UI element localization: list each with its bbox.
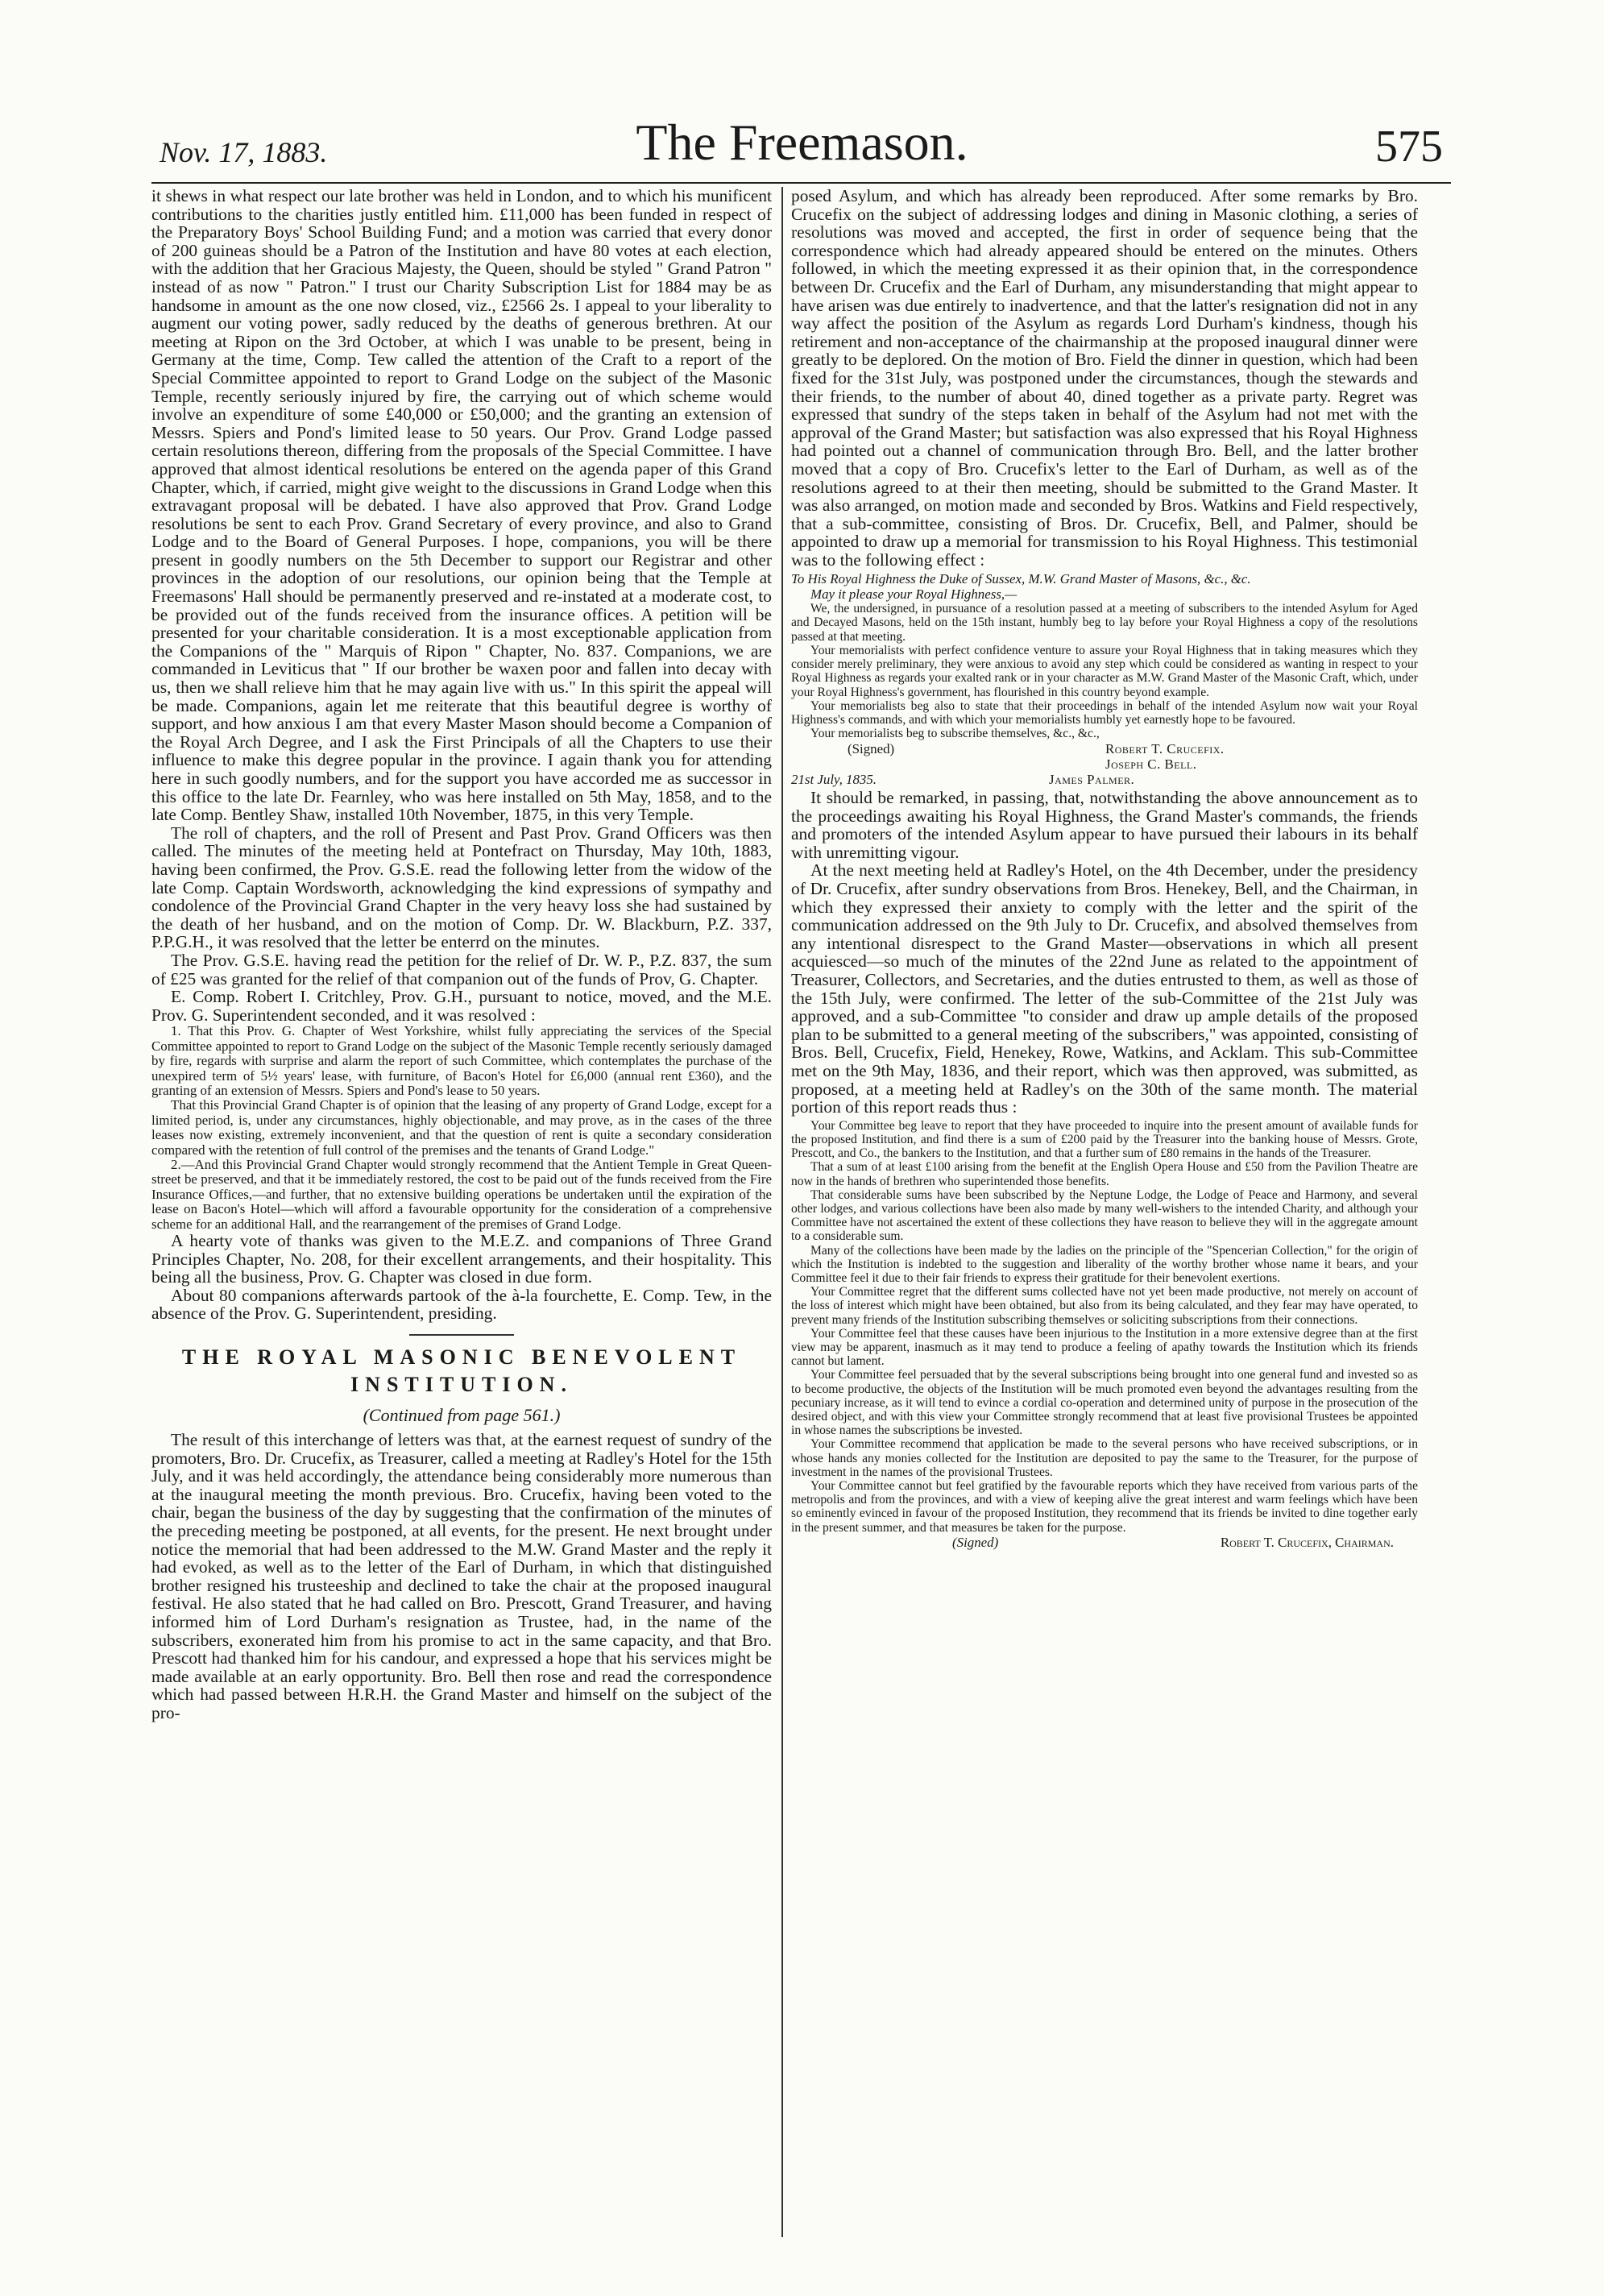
continued-note: (Continued from page 561.): [363, 1404, 561, 1425]
signature-row: [791, 742, 1418, 757]
closing-signature: [791, 1535, 1418, 1551]
article-paragraph: A hearty vote of thanks was given to the M.E.Z. and companions of Three Grand Principles Chapter, No. 208, for their excellent arrangements, and their hospitality. This being all the business, Prov. G. Chapter was closed in due form.: [151, 1231, 772, 1287]
report-paragraph: Your Committee regret that the different sums collected have not yet been made productive, not merely on account of the loss of interest which might have been obtained, but also from its being calculated, and they fear may have operated, to prevent many friends of the Institution subscribing themselves or soliciting subscriptions from their connections.: [791, 1285, 1418, 1327]
memorial-paragraph: Your memorialists beg also to state that their proceedings in behalf of the intended Asylum now wait your Royal Highness's commands, and with which your memorialists humbly yet earnestly hope to be favoured.: [791, 698, 1418, 727]
report-paragraph: Many of the collections have been made by the ladies on the principle of the "Spencerian Collection," for the origin of which the Institution is indebted to the suggestion and liberality of the worthy brother whose name it bears, and your Committee feel it due to their fair friends to express their gratitude for their benevolent exertions.: [791, 1243, 1418, 1286]
signature-block: [791, 742, 1418, 787]
signature-row: [791, 773, 1418, 788]
report-paragraph: That a sum of at least £100 arising from the benefit at the English Opera House and £50 from the Pavilion Theatre are now in the hands of brethren who superintended those benefits.: [791, 1160, 1418, 1188]
article-paragraph: posed Asylum, and which has already been reproduced. After some remarks by Bro. Crucefix on the subject of addressing lodges and dining in Masonic clothing, a series of resolutions was moved and accepted, the first in order of sequence being that the correspondence which had already appeared should be entered on the minutes. Others followed, in which the meeting expressed it as their opinion that, in the correspondence between Dr. Crucefix and the Earl of Durham, any misunderstanding that might appear to have arisen was due entirely to inadvertence, and that the latter's resignation did not in any way affect the position of the Asylum as regards Lord Durham's kindness, though his retirement and non-acceptance of the chairmanship at the proposed inaugural dinner were greatly to be deplored. On the motion of Bro. Field the dinner in question, which had been fixed for the 31st July, was postponed under the circumstances, though the stewards and their friends, to the number of about 40, dined together as a private party. Regret was expressed that sundry of the steps taken in behalf of the Asylum had not met with the approval of the Grand Master; but satisfaction was also expressed that his Royal Highness had pointed out a channel of communication through Bro. Bell, and the latter brother moved that a copy of Bro. Crucefix's letter to the Earl of Durham, as well as of the resolutions agreed to at their then meeting, should be submitted to the Grand Master. It was also arranged, on motion made and seconded by Bros. Watkins and Field respectively, that a sub-committee, consisting of Bros. Dr. Crucefix, Bell, and Palmer, should be appointed to draw up a memorial for transmission to his Royal Highness. This testimonial was to the following effect :: [791, 187, 1418, 570]
closing-signatory: Robert T. Crucefix, Chairman.: [1220, 1534, 1394, 1550]
memorial-salutation: May it please your Royal Highness,—: [810, 586, 1018, 602]
memorial-paragraph: We, the undersigned, in pursuance of a resolution passed at a meeting of subscribers to the intended Asylum for Aged and Decayed Masons, held on the 15th instant, humbly beg to lay before your Royal Highness a copy of the resolutions passed at that meeting.: [791, 602, 1418, 644]
article-paragraph: E. Comp. Robert I. Critchley, Prov. G.H., pursuant to notice, moved, and the M.E. Prov. G. Superintendent seconded, and it was resolved :: [151, 987, 772, 1025]
section-divider: [409, 1334, 514, 1336]
column-divider: [781, 187, 783, 2237]
article-paragraph: It should be remarked, in passing, that, notwithstanding the above announcement as to the proceedings awaiting his Royal Highness, the Grand Master's commands, the friends and promoters of the intended Asylum appear to have pursued their labours in its behalf with unremitting vigour.: [791, 788, 1418, 862]
memorial-paragraph: Your memorialists beg to subscribe themselves, &c., &c.,: [810, 727, 1100, 741]
report-paragraph: Your Committee beg leave to report that they have proceeded to inquire into the present amount of available funds for the proposed Institution, and find there is a sum of £200 paid by the Treasurer into the banking house of Messrs. Grote, Prescott, and Co., the bankers to the Institution, and that a further sum of £80 remains in the hands of the Treasurer.: [791, 1118, 1418, 1161]
report-paragraph: Your Committee feel persuaded that by the several subscriptions being brought into one general fund and invested so as to become productive, the objects of the Institution will be much promoted even beyond the advantages resulting from the pecuniary increase, as it will tend to evince a cordial co-operation and determined unity of purpose in the prosecution of the desired object, and with this view your Committee strongly recommend that at least five provisional Trustees be appointed in whose names the subscriptions be invested.: [791, 1368, 1418, 1438]
signatory-name: Joseph C. Bell.: [1105, 756, 1197, 772]
signatory-name: James Palmer.: [1049, 771, 1135, 787]
article-paragraph: The roll of chapters, and the roll of Present and Past Prov. Grand Officers was then called. The minutes of the meeting held at Pontefract on Thursday, May 10th, 1883, having been confirmed, the Prov. G.S.E. read the following letter from the widow of the late Comp. Captain Wordsworth, acknowledging the kind expressions of sympathy and condolence of the Provincial Grand Chapter in the very heavy loss she had sustained by the death of her husband, and on the motion of Comp. Dr. W. Blackburn, P.Z. 337, P.P.G.H., it was resolved that the letter be enterrd on the minutes.: [151, 823, 772, 952]
signed-label: (Signed): [848, 741, 895, 757]
closing-signed-label: (Signed): [952, 1534, 999, 1550]
issue-date: Nov. 17, 1883.: [160, 136, 328, 168]
article-paragraph: About 80 companions afterwards partook of the à-la fourchette, E. Comp. Tew, in the absence of the Prov. G. Superintendent, presiding.: [151, 1285, 772, 1324]
signature-spacer: [791, 757, 984, 773]
signature-row: [791, 757, 1418, 773]
signatory-name: Robert T. Crucefix.: [1105, 741, 1225, 757]
resolution-item: That this Provincial Grand Chapter is of opinion that the leasing of any property of Grand Lodge, except for a limited period, is, under any circumstances, highly objectionable, and may prove, as in the cases of the three leases now existing, extremely inconvenient, and that the question of rent is quite a secondary consideration compared with the retention of full control of the premises and the tenants of Grand Lodge.": [151, 1097, 772, 1158]
article-paragraph: The result of this interchange of letters was that, at the earnest request of sundry of the promoters, Bro. Dr. Crucefix, as Treasurer, called a meeting at Radley's Hotel for the 15th July, and it was held accordingly, the attendance being considerably more numerous than at the inaugural meeting the month previous. Bro. Crucefix, having been voted to the chair, began the business of the day by suggesting that the confirmation of the minutes of the preceding meeting be postponed, at all events, for the present. He next brought under notice the memorial that had been addressed to the M.W. Grand Master and the reply it had evoked, as well as to the letter of the Earl of Durham, in which that distinguished brother resigned his trusteeship and declined to take the chair at the proposed inaugural festival. He also stated that he had called on Bro. Prescott, Grand Treasurer, and having informed him of Lord Durham's resignation as Trustee, had, in the name of the subscribers, exonerated him from his promise to act in the same capacity, and that Bro. Prescott had thanked him for his candour, and expressed a hope that his services might be made available at an early opportunity. Bro. Bell then rose and read the correspondence which had passed between H.R.H. the Grand Master and himself on the subject of the pro-: [151, 1429, 772, 1722]
report-paragraph: That considerable sums have been subscribed by the Neptune Lodge, the Lodge of Peace and Harmony, and several other lodges, and various collections have been also made by many well-wishers to the intended Charity, and although your Committee have not ascertained the extent of these collections they have reason to believe they will in the aggregate amount to a considerable sum.: [791, 1187, 1418, 1244]
left-column: [151, 187, 772, 2237]
page-number: 575: [1375, 122, 1443, 172]
header-rule: [151, 182, 1451, 184]
article-paragraph: The Prov. G.S.E. having read the petition for the relief of Dr. W. P., P.Z. 837, the sum of £25 was granted for the relief of that companion out of the funds of Prov, G. Chapter.: [151, 950, 772, 988]
resolution-item: 1. That this Prov. G. Chapter of West Yorkshire, whilst fully appreciating the services of the Special Committee appointed to report to Grand Lodge on the subject of the Masonic Temple recently seriously damaged by fire, regards with surprise and alarm the report of such Committee, which contemplates the purchase of the unexpired term of 5½ years' lease, with furniture, of Bacon's Hotel for £6,000 (annual rent £360), and the granting of an extension of Messrs. Spiers and Pond's lease to 50 years.: [151, 1023, 772, 1098]
memorial-paragraph: Your memorialists with perfect confidence venture to assure your Royal Highness that in taking measures which they consider merely preliminary, they were anxious to avoid any step which could be considered as wanting in respect to your Royal Highness as regards your exalted rank or in your character as M.W. Grand Master of the Masonic Craft, which, under your Royal Highness's government, has flourished in this country beyond example.: [791, 643, 1418, 699]
resolution-item: 2.—And this Provincial Grand Chapter would strongly recommend that the Antient Temple in Great Queen-street be preserved, and that it be immediately restored, the cost to be paid out of the funds received from the Fire Insurance Offices,—and further, that no extensive building operations be undertaken until the expiration of the lease on Bacon's Hotel—which will afford a favourable opportunity for the consideration of a comprehensive scheme for an additional Hall, and the rearrangement of the premises of Grand Lodge.: [151, 1156, 772, 1232]
article-paragraph: it shews in what respect our late brother was held in London, and to which his munificent contributions to the charities justly entitled him. £11,000 has been funded in respect of the Preparatory Boys' School Building Fund; and a motion was carried that every donor of 200 guineas should be a Patron of the Institution and have 80 votes at each election, with the addition that her Gracious Majesty, the Queen, should be styled " Grand Patron " instead of as now " Patron." I trust our Charity Subscription List for 1884 may be as handsome in amount as the one now closed, viz., £2566 2s. I appeal to your liberality to augment our voting power, sadly reduced by the deaths of generous brethren. At our meeting at Ripon on the 3rd October, at which I was unable to be present, being in Germany at the time, Comp. Tew called the attention of the Craft to a report of the Special Committee appointed to report to Grand Lodge on the subject of the Masonic Temple, recently seriously injured by fire, the carrying out of which scheme would involve an expenditure of some £40,000 or £50,000; and the granting an extension of Messrs. Spiers and Pond's limited lease to 50 years. Our Prov. Grand Lodge passed certain resolutions thereon, differing from the proposals of the Special Committee. I have approved that almost identical resolutions be entered on the agenda paper of this Grand Chapter, which, if carried, might give weight to the discussions in Grand Lodge when this extravagant proposal will be debated. I have also approved that Prov. Grand Lodge resolutions be sent to each Prov. Grand Secretary of every province, and also to Grand Lodge and to the Board of General Purposes. I hope, companions, you will be there present in goodly numbers on the 5th December to support our Registrar and other provinces in the adoption of our resolutions, our opinion being that the Temple at Freemasons' Hall should be permanently preserved and re-instated at a moderate cost, to be provided out of the funds received from the insurance offices. A petition will be presented for your charitable consideration. It is a most exceptionable application from the Companions of the " Marquis of Ripon " Chapter, No. 837. Companions, we are commanded in Leviticus that " If our brother be waxen poor and fallen into decay with us, then we shall relieve him that he may again live with us." In this spirit the appeal will be made. Companions, again let me reiterate that this beautiful degree is worthy of support, and how anxious I am that every Master Mason should become a Companion of the Royal Arch Degree, and I ask the First Principals of all the Chapters to use their influence to make this degree popular in the province. I again thank you for attending here in such goodly numbers, and for the support you have accorded me as successor in this office to the late Dr. Fearnley, who was here installed on 5th May, 1858, and to the late Comp. Bentley Shaw, installed 10th November, 1875, in this very Temple.: [151, 187, 772, 825]
report-paragraph: Your Committee recommend that application be made to the several persons who have received subscriptions, or in whose hands any monies collected for the Institution are deposited to pay the same to the Treasurer, for the purpose of investment in the names of the provisional Trustees.: [791, 1437, 1418, 1479]
section-heading: THE ROYAL MASONIC BENEVOLENT: [181, 1345, 742, 1369]
section-heading-continued: INSTITUTION.: [350, 1372, 573, 1396]
masthead-title: The Freemason.: [636, 114, 968, 171]
memorial-date: 21st July, 1835.: [791, 771, 877, 787]
right-column: [791, 187, 1418, 2237]
article-paragraph: At the next meeting held at Radley's Hotel, on the 4th December, under the presidency of Dr. Crucefix, after sundry observations from Bros. Henekey, Bell, and the Chairman, in which they expressed their anxiety to comply with the letter and the spirit of the communication addressed on the 9th July to Dr. Crucefix, and absolved themselves from any intentional disrespect to the Grand Master—observations in which all present acquiesced—so much of the minutes of the 22nd June as related to the appointment of Treasurer, Collectors, and Secretaries, and the duties entrusted to them, as well as those of the 15th July, were confirmed. The letter of the sub-Committee of the 21st July was approved, and a sub-Committee "to consider and draw up ample details of the proposed plan to be submitted to a general meeting of the subscribers," was appointed, consisting of Bros. Bell, Crucefix, Field, Henekey, Rowe, Watkins, and Acklam. This sub-Committee met on the 9th May, 1836, and their report, which was then approved, was submitted, as proposed, at a meeting held at Radley's on the 30th of the same month. The material portion of this report reads thus :: [791, 860, 1418, 1117]
report-paragraph: Your Committee cannot but feel gratified by the favourable reports which they have received from various parts of the metropolis and from the provinces, and with a view of keeping alive the great interest and warm feelings which have been so eminently evinced in favour of the proposed Institution, they recommend that its friends be invited to dine together early in the present summer, and that measures be taken for the purpose.: [791, 1479, 1418, 1535]
report-paragraph: Your Committee feel that these causes have been injurious to the Institution in a more extensive degree than at the first view may be apparent, inasmuch as it may tend to produce a feeling of apathy towards the Institution which its friends cannot but lament.: [791, 1326, 1418, 1369]
memorial-address: To His Royal Highness the Duke of Sussex, M.W. Grand Master of Masons, &c., &c.: [791, 571, 1251, 587]
